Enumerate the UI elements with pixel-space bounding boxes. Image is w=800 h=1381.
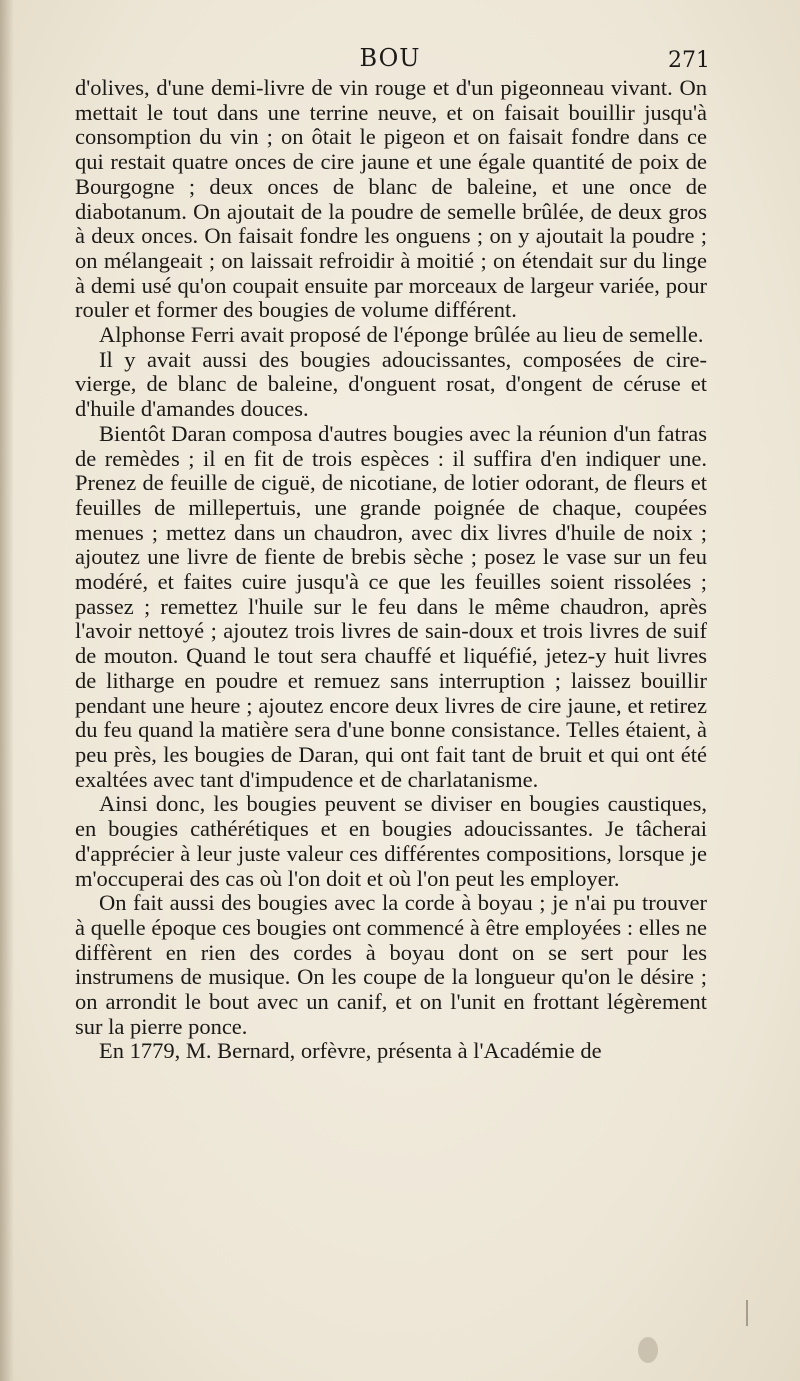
ink-spot — [638, 1337, 658, 1363]
paragraph: Alphonse Ferri avait proposé de l'éponge brûlée au lieu de semelle. — [99, 322, 704, 348]
paragraph: Bientôt Daran composa d'autres bougies avec la réunion d'un fatras de remèdes ; il en fit de trois espèces : il suffira d'en indiquer une. Prenez de feuille de ciguë, de nicotiane, de lotier odorant, de fleurs et feuilles de millepertuis, une grande poignée de chaque, coupées menues ; mettez dans un chaudron, avec dix livres d'huile de noix ; ajoutez une livre de fiente de brebis sèche ; posez le vase sur un feu modéré, et faites cuire jusqu'à ce que les feuilles soient rissolées ; passez ; remettez l'huile sur le feu dans le même chaudron, après l'avoir nettoyé ; ajoutez trois livres de sain-doux et trois livres de suif de mouton. Quand le tout sera chauffé et liquéfié, jetez-y huit livres de litharge en poudre et remuez sans interruption ; laissez bouillir pendant une heure ; ajoutez encore deux livres de cire jaune, et retirez du feu quand la matière sera d'une bonne consistance. Telles étaient, à peu près, les bougies de Daran, qui ont fait tant de bruit et qui ont été exaltées avec tant d'impudence et de charlatanisme. — [75, 420, 707, 792]
page-number: 271 — [668, 48, 710, 73]
running-head: BOU — [359, 44, 421, 72]
body-text — [75, 76, 707, 1064]
paragraph: Ainsi donc, les bougies peuvent se diviser en bougies caustiques, en bougies cathérétiques et en bougies adoucissantes. Je tâcherai d'apprécier à leur juste valeur ces différentes compositions, lorsque je m'occuperai des cas où l'on doit et où l'on peut les employer. — [75, 791, 707, 891]
paper-mark — [746, 1300, 748, 1326]
paragraph: Il y avait aussi des bougies adoucissantes, composées de cire-vierge, de blanc de baleine, d'onguent rosat, d'ongent de céruse et d'huile d'amandes douces. — [75, 346, 707, 422]
paragraph-continued: d'olives, d'une demi-livre de vin rouge et d'un pigeonneau vivant. On mettait le tout dans une terrine neuve, et on faisait bouillir jusqu'à consomption du vin ; on ôtait le pigeon et on faisait fondre dans ce qui restait quatre onces de cire jaune et une égale quantité de poix de Bourgogne ; deux onces de blanc de baleine, et une once de diabotanum. On ajoutait de la poudre de semelle brûlée, de deux gros à deux onces. On faisait fondre les onguens ; on y ajoutait la poudre ; on mélangeait ; on laissait refroidir à moitié ; on étendait sur du linge à demi usé qu'on coupait ensuite par morceaux de largeur variée, pour rouler et former des bougies de volume différent. — [75, 75, 707, 323]
paragraph: En 1779, M. Bernard, orfèvre, présenta à l'Académie de — [99, 1038, 602, 1064]
page-spine-shadow — [0, 0, 14, 1381]
paragraph: On fait aussi des bougies avec la corde à boyau ; je n'ai pu trouver à quelle époque ces bougies ont commencé à être employées : elles ne diffèrent en rien des cordes à boyau dont on se sert pour les instrumens de musique. On les coupe de la longueur qu'on le désire ; on arrondit le bout avec un canif, et on l'unit en frottant légèrement sur la pierre ponce. — [75, 890, 707, 1039]
